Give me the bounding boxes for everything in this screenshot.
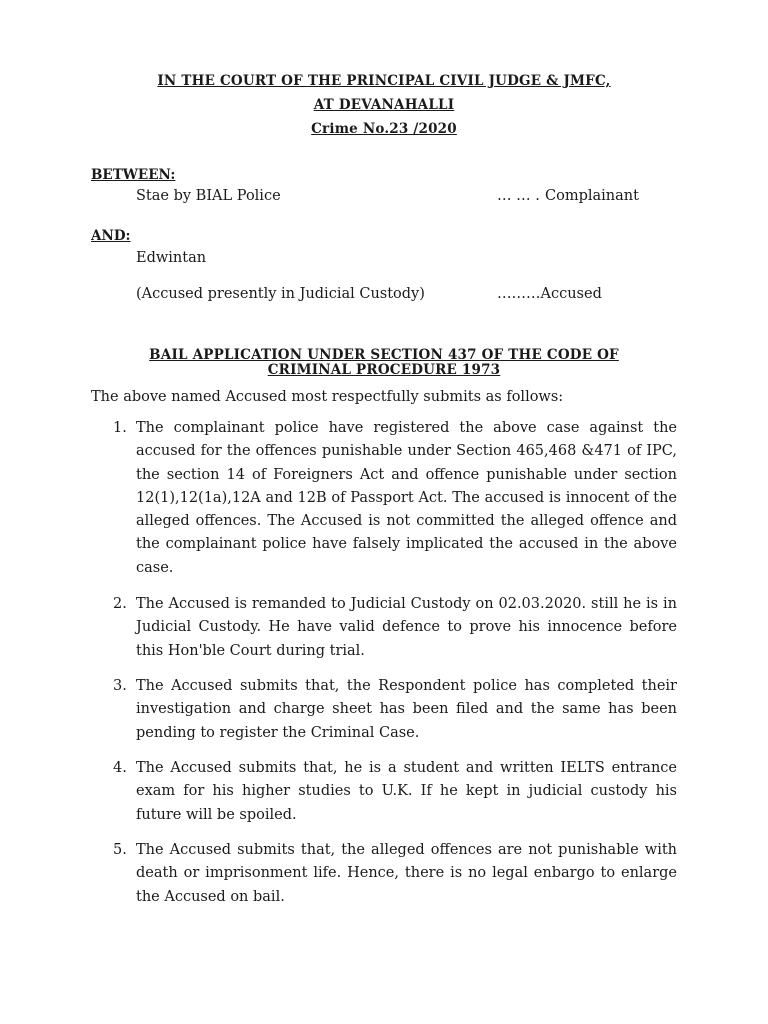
accused-name: Edwintan	[136, 250, 207, 266]
accused-custody-note: (Accused presently in Judicial Custody)	[136, 286, 425, 302]
list-item	[113, 757, 677, 827]
list-item-text: The complainant police have registered the above case against the accused for the offences punishable under Section 465,468 &471 of IPC, the section 14 of Foreigners Act and offence punishable under section 12(1),12(1a),12A and 12B of Passport Act. The accused is innocent of the alleged offences. The Accused is not committed the alleged offence and the complainant police have falsely implicated the accused in the above case.	[136, 420, 677, 576]
and-label: AND:	[91, 228, 131, 244]
list-item	[113, 675, 677, 745]
list-item-text: The Accused is remanded to Judicial Custody on 02.03.2020. still he is in Judicial Custody. He have valid defence to prove his innocence before this Hon'ble Court during trial.	[136, 596, 677, 659]
crime-number: Crime No.23 /2020	[311, 121, 457, 137]
list-item-number: 4.	[113, 760, 127, 776]
list-item-text: The Accused submits that, the Respondent police has completed their investigation and charge sheet has been filed and the same has been pending to register the Criminal Case.	[136, 678, 677, 741]
list-item	[113, 417, 677, 580]
list-item	[113, 593, 677, 663]
list-item-number: 1.	[113, 420, 127, 436]
intro-paragraph: The above named Accused most respectfully submits as follows:	[91, 389, 564, 405]
court-location: AT DEVANAHALLI	[313, 97, 455, 113]
between-label: BETWEEN:	[91, 167, 176, 183]
list-item-text: The Accused submits that, the alleged offences are not punishable with death or imprisonment life. Hence, there is no legal enbargo to enlarge the Accused on bail.	[136, 842, 677, 905]
list-item-number: 5.	[113, 842, 127, 858]
application-title-line1: BAIL APPLICATION UNDER SECTION 437 OF THE CODE OF	[149, 347, 619, 363]
complainant-role: Complainant	[545, 188, 639, 204]
court-heading: IN THE COURT OF THE PRINCIPAL CIVIL JUDGE & JMFC,	[157, 73, 611, 89]
accused-role: ………Accused	[497, 286, 602, 302]
list-item-number: 3.	[113, 678, 127, 694]
complainant-name: Stae by BIAL Police	[136, 188, 281, 204]
list-item	[113, 839, 677, 909]
application-title-line2: CRIMINAL PROCEDURE 1973	[267, 362, 501, 378]
list-item-text: The Accused submits that, he is a student and written IELTS entrance exam for his higher studies to U.K. If he kept in judicial custody his future will be spoiled.	[136, 760, 677, 823]
complainant-dots: … … .	[497, 188, 540, 204]
list-item-number: 2.	[113, 596, 127, 612]
